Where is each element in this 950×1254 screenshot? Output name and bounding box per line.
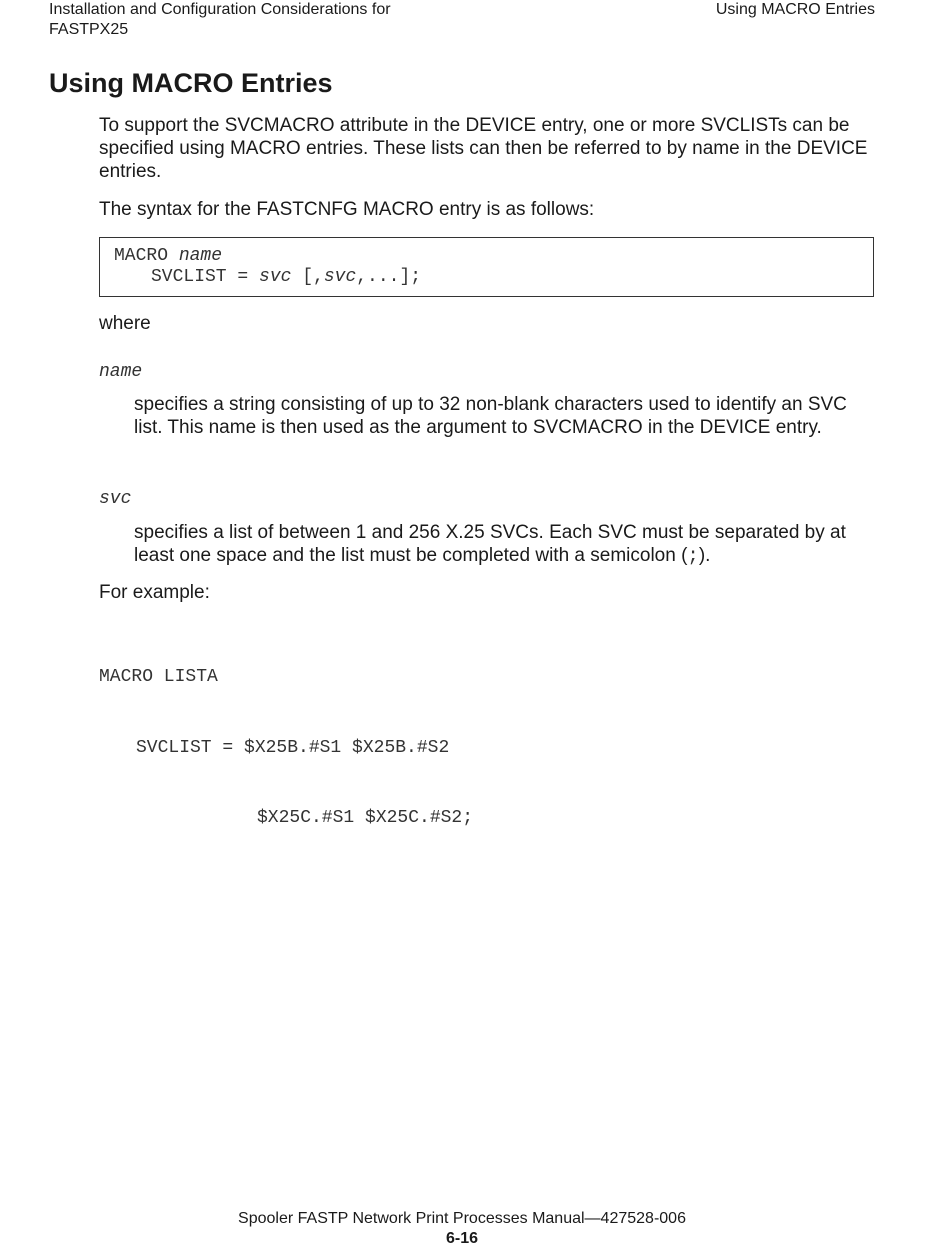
definition-svc-end: ). [698,545,711,566]
syntax-line-2 [114,267,873,288]
term-name: name [99,362,143,382]
footer-page-number: 6-16 [445,1230,479,1247]
term-svc: svc [99,489,132,509]
running-header-right: Using MACRO Entries [715,1,875,18]
header-left-line2: FASTPX25 [49,21,129,38]
syntax-keyword-svclist: SVCLIST = [151,267,260,287]
syntax-param-name: name [178,246,223,266]
running-header-left [49,0,469,40]
example-intro-paragraph: For example: [99,582,210,603]
semicolon-code: ; [687,545,699,567]
page-title: Using MACRO Entries [49,68,333,98]
definition-svc [134,521,874,568]
syntax-line-1 [114,246,873,267]
definition-svc-text: specifies a list of between 1 and 256 X.25 SVCs. Each SVC must be separated by at least one space and the list must be completed with a semicolon ( [134,522,846,566]
syntax-ellipsis-end: ,...]; [356,267,422,287]
syntax-param-svc: svc [259,267,292,287]
footer-manual-title: Spooler FASTP Network Print Processes Manual—427528-006 [238,1210,686,1227]
syntax-intro-paragraph: The syntax for the FASTCNFG MACRO entry is as follows: [99,199,595,220]
example-line-1: MACRO LISTA [99,667,218,687]
intro-paragraph: To support the SVCMACRO attribute in the DEVICE entry, one or more SVCLISTs can be specified using MACRO entries. These lists can then be referred to by name in the DEVICE entries. [99,115,868,182]
header-left-line1: Installation and Configuration Considerations for [49,1,391,18]
example-line-3: $X25C.#S1 $X25C.#S2; [257,808,474,828]
example-code-block [99,619,473,854]
example-line-2: SVCLIST = $X25B.#S1 $X25B.#S2 [136,737,450,758]
where-label: where [99,313,151,334]
definition-name: specifies a string consisting of up to 32 non-blank characters used to identify an SVC list. This name is then used as the argument to SVCMACRO in the DEVICE entry. [134,394,847,438]
syntax-param-svc-repeat: svc [323,267,357,287]
syntax-keyword-macro: MACRO [114,246,179,266]
syntax-bracket-open: [, [291,267,324,287]
syntax-box [99,237,874,297]
